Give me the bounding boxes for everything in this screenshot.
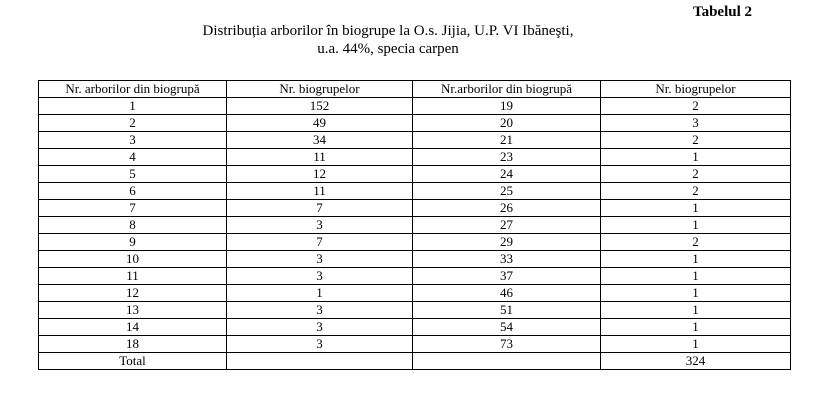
table-cell: 49 [227,115,413,132]
table-row [39,268,791,285]
table-cell: 73 [413,336,601,353]
table-cell: 1 [227,285,413,302]
table-cell: 2 [601,234,791,251]
table-cell: 2 [601,98,791,115]
table-row [39,251,791,268]
table-row [39,166,791,183]
table-cell: 19 [413,98,601,115]
table-cell: 29 [413,234,601,251]
table-cell: 2 [601,166,791,183]
total-empty-cell [413,353,601,370]
table-cell: 1 [601,149,791,166]
table-cell: 10 [39,251,227,268]
header-group-count: Nr. biogrupelor [227,81,413,98]
table-cell: 11 [227,149,413,166]
total-empty-cell [227,353,413,370]
table-row [39,115,791,132]
table-cell: 18 [39,336,227,353]
total-value: 324 [601,353,791,370]
table-row [39,132,791,149]
table-cell: 11 [227,183,413,200]
table-row [39,217,791,234]
header-group-count-2: Nr. biogrupelor [601,81,791,98]
table-cell: 8 [39,217,227,234]
table-cell: 21 [413,132,601,149]
table-row [39,183,791,200]
table-cell: 11 [39,268,227,285]
table-cell: 12 [39,285,227,302]
table-title-line-1: Distribuția arborilor în biogrupe la O.s. Jijia, U.P. VI Ibăneşti, [202,23,574,39]
table-body [39,98,791,370]
table-cell: 1 [601,285,791,302]
table-cell: 33 [413,251,601,268]
table-cell: 26 [413,200,601,217]
data-table [38,80,791,370]
header-trees-per-group: Nr. arborilor din biogrupă [39,81,227,98]
table-cell: 37 [413,268,601,285]
table-cell: 2 [39,115,227,132]
table-cell: 1 [601,217,791,234]
table-cell: 3 [227,217,413,234]
table-cell: 14 [39,319,227,336]
table-cell: 23 [413,149,601,166]
table-cell: 1 [601,319,791,336]
table-cell: 1 [601,268,791,285]
table-cell: 3 [227,268,413,285]
table-cell: 3 [227,251,413,268]
table-row [39,336,791,353]
table-row [39,234,791,251]
table-cell: 1 [39,98,227,115]
table-cell: 54 [413,319,601,336]
table-number-label: Tabelul 2 [692,4,752,20]
table-cell: 3 [39,132,227,149]
table-cell: 20 [413,115,601,132]
table-row [39,302,791,319]
header-trees-per-group-2: Nr.arborilor din biogrupă [413,81,601,98]
table-cell: 152 [227,98,413,115]
table-cell: 9 [39,234,227,251]
table-row [39,149,791,166]
table-cell: 7 [227,234,413,251]
table-cell: 1 [601,200,791,217]
table-title-line-2: u.a. 44%, specia carpen [317,41,459,57]
table-cell: 24 [413,166,601,183]
table-row [39,98,791,115]
table-cell: 3 [227,319,413,336]
total-row [39,353,791,370]
table-cell: 5 [39,166,227,183]
table-cell: 2 [601,183,791,200]
table-cell: 1 [601,336,791,353]
table-cell: 7 [39,200,227,217]
table-row [39,319,791,336]
table-cell: 51 [413,302,601,319]
table-row [39,200,791,217]
table-cell: 3 [601,115,791,132]
table-cell: 4 [39,149,227,166]
table-cell: 46 [413,285,601,302]
table-cell: 1 [601,302,791,319]
table-cell: 6 [39,183,227,200]
table-cell: 25 [413,183,601,200]
table-cell: 27 [413,217,601,234]
total-label: Total [39,353,227,370]
table-cell: 2 [601,132,791,149]
table-cell: 3 [227,302,413,319]
table-cell: 7 [227,200,413,217]
table-title [0,22,776,58]
table-row [39,285,791,302]
table-cell: 34 [227,132,413,149]
table-cell: 12 [227,166,413,183]
table-cell: 13 [39,302,227,319]
header-row [39,81,791,98]
table-cell: 1 [601,251,791,268]
table-cell: 3 [227,336,413,353]
